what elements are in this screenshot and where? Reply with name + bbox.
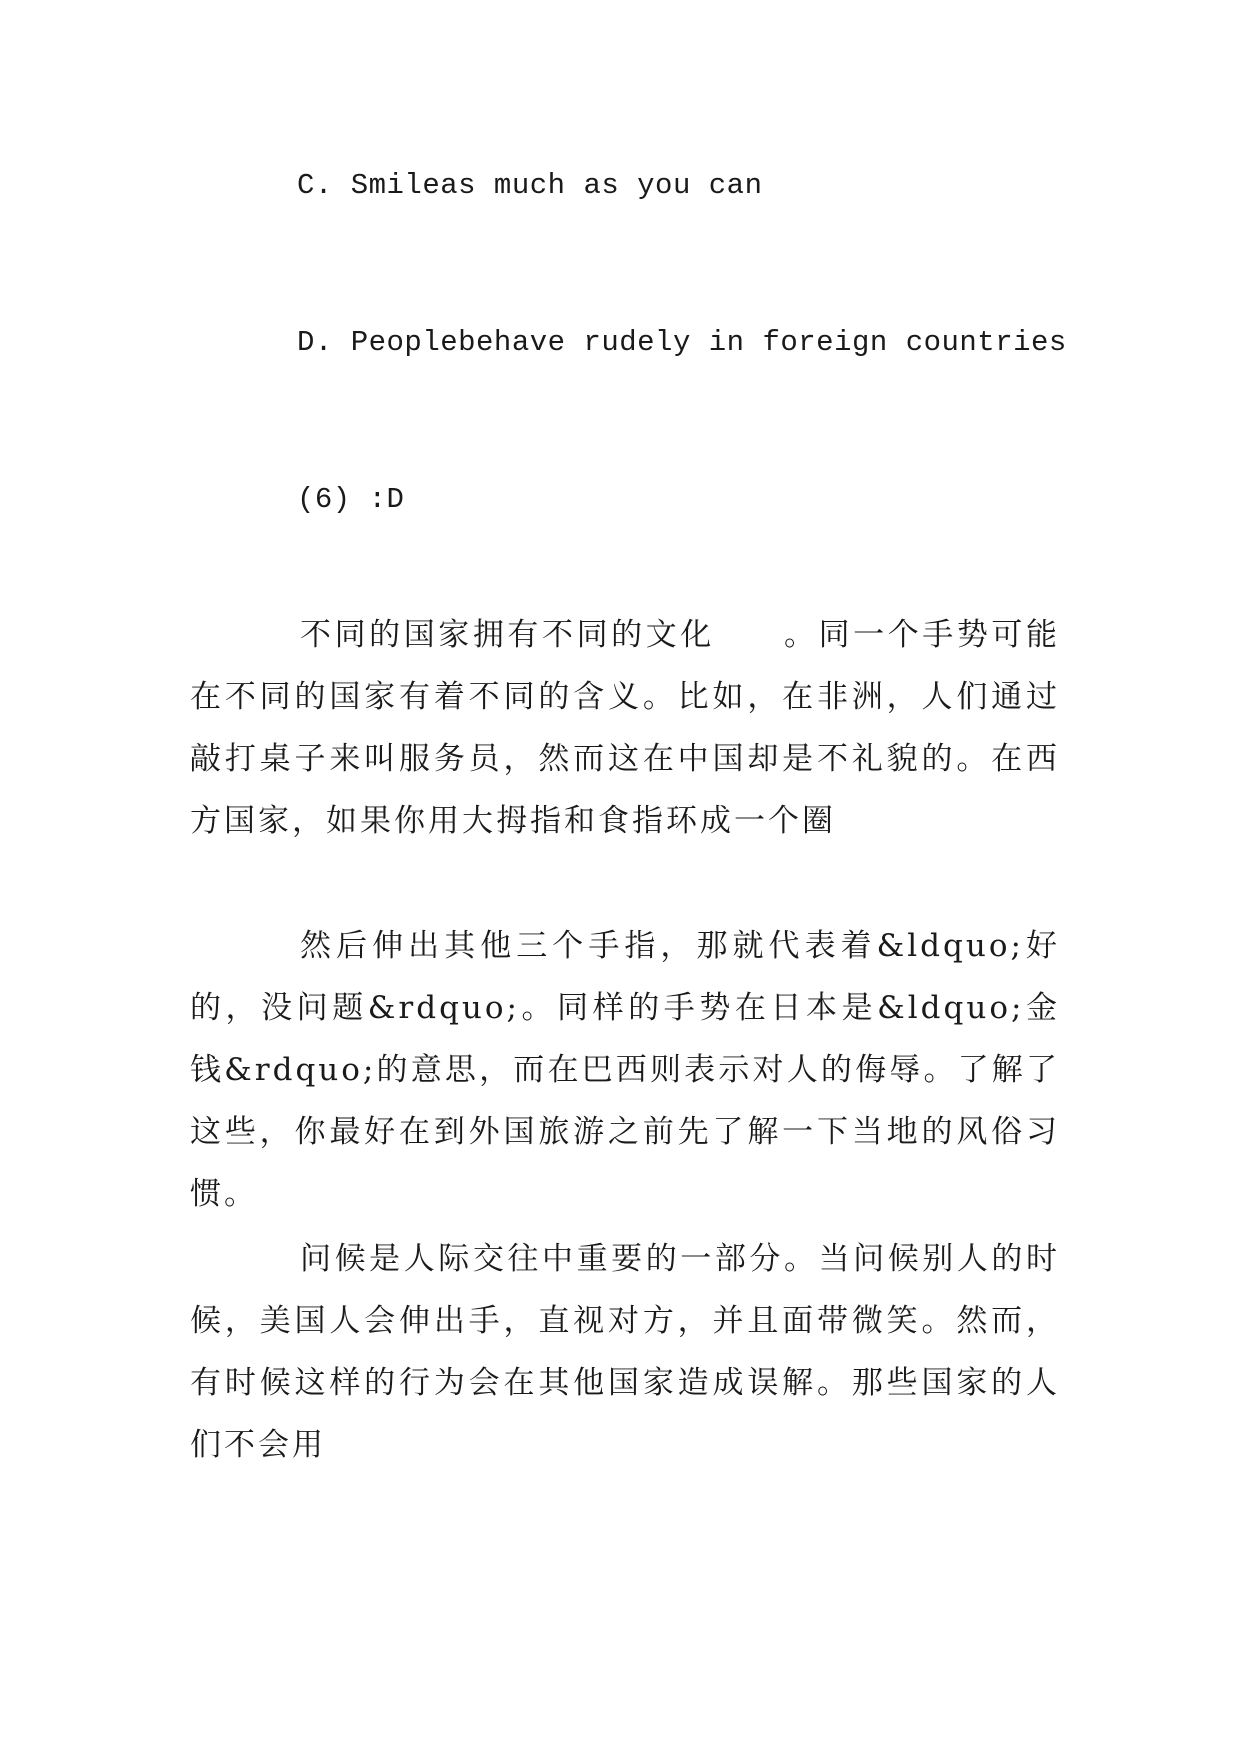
option-d: D. Peoplebehave rudely in foreign countries [297, 326, 1067, 359]
option-c: C. Smileas much as you can [297, 169, 763, 202]
answer-line: (6) :D [297, 483, 405, 516]
paragraph-greeting: 问候是人际交往中重要的一部分。当问候别人的时候，美国人会伸出手，直视对方，并且面带微笑。然而，有时候这样的行为会在其他国家造成误解。那些国家的人们不会用 [190, 1241, 1060, 1463]
paragraph-culture-gestures: 不同的国家拥有不同的文化 。同一个手势可能在不同的国家有着不同的含义。比如，在非洲，人们通过敲打桌子来叫服务员，然而这在中国却是不礼貌的。在西方国家，如果你用大拇指和食指环成一个圈 [190, 617, 1060, 839]
paragraph-ok-gesture: 然后伸出其他三个手指，那就代表着&ldquo;好的，没问题&rdquo;。同样的手势在日本是&ldquo;金钱&rdquo;的意思，而在巴西则表示对人的侮辱。了解了这些，你最好在到外国旅游之前先了解一下当地的风俗习惯。 [190, 928, 1060, 1212]
